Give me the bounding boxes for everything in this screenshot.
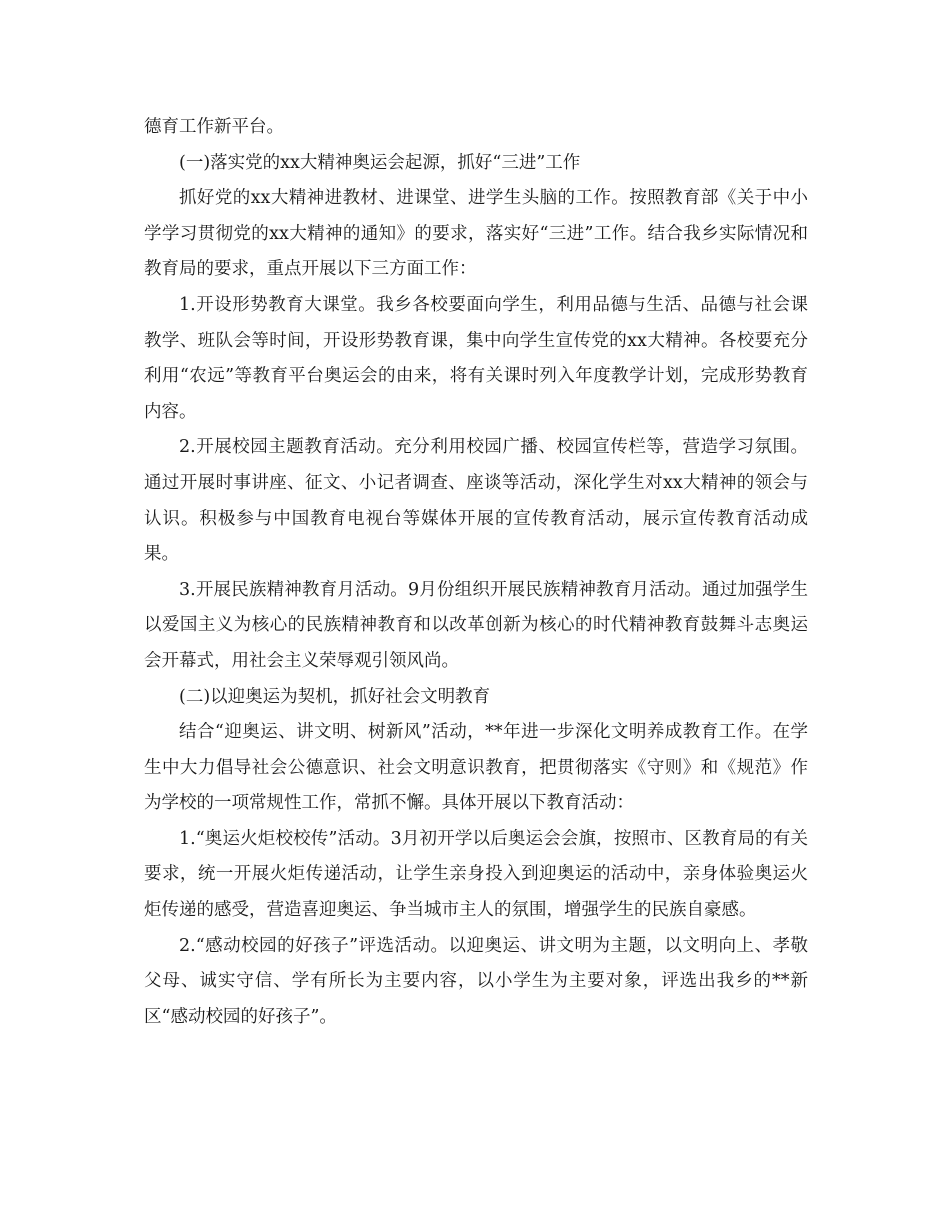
- list-item-1-2: 2.开展校园主题教育活动。充分利用校园广播、校园宣传栏等，营造学习氛围。通过开展时事讲座、征文、小记者调查、座谈等活动，深化学生对xx大精神的领会与认识。积极参与中国教育电视台等媒体开展的宣传教育活动，展示宣传教育活动成果。: [144, 437, 808, 565]
- list-item-2-2: 2.“感动校园的好孩子”评选活动。以迎奥运、讲文明为主题，以文明向上、孝敬父母、诚实守信、学有所长为主要内容，以小学生为主要对象，评选出我乡的**新区“感动校园的好孩子”。: [144, 935, 808, 1027]
- list-item-2-1: 1.“奥运火炬校校传”活动。3月初开学以后奥运会会旗，按照市、区教育局的有关要求，统一开展火炬传递活动，让学生亲身投入到迎奥运的活动中，亲身体验奥运火炬传递的感受，营造喜迎奥运、争当城市主人的氛围，增强学生的民族自豪感。: [144, 828, 808, 921]
- paragraph-intro-2: 结合“迎奥运、讲文明、树新风”活动，**年进一步深化文明养成教育工作。在学生中大力倡导社会公德意识、社会文明意识教育，把贯彻落实《守则》和《规范》作为学校的一项常规性工作，常抓不懈。具体开展以下教育活动：: [144, 722, 808, 814]
- section-heading-2: (二)以迎奥运为契机，抓好社会文明教育: [179, 686, 491, 707]
- section-heading-1: (一)落实党的xx大精神奥运会起源，抓好“三进”工作: [179, 152, 581, 173]
- paragraph-intro-1: 抓好党的xx大精神进教材、进课堂、进学生头脑的工作。按照教育部《关于中小学学习贯彻党的xx大精神的通知》的要求，落实好“三进”工作。结合我乡实际情况和教育局的要求，重点开展以下三方面工作：: [144, 188, 808, 280]
- list-item-1-3: 3.开展民族精神教育月活动。9月份组织开展民族精神教育月活动。通过加强学生以爱国主义为核心的民族精神教育和以改革创新为核心的时代精神教育鼓舞斗志奥运会开幕式，用社会主义荣辱观引领风尚。: [144, 579, 808, 671]
- list-item-1-1: 1.开设形势教育大课堂。我乡各校要面向学生，利用品德与生活、品德与社会课教学、班队会等时间，开设形势教育课，集中向学生宣传党的xx大精神。各校要充分利用“农远”等教育平台奥运会的由来，将有关课时列入年度教学计划，完成形势教育内容。: [144, 294, 808, 422]
- document-body: [144, 110, 808, 1035]
- paragraph-continuation: 德育工作新平台。: [144, 117, 284, 137]
